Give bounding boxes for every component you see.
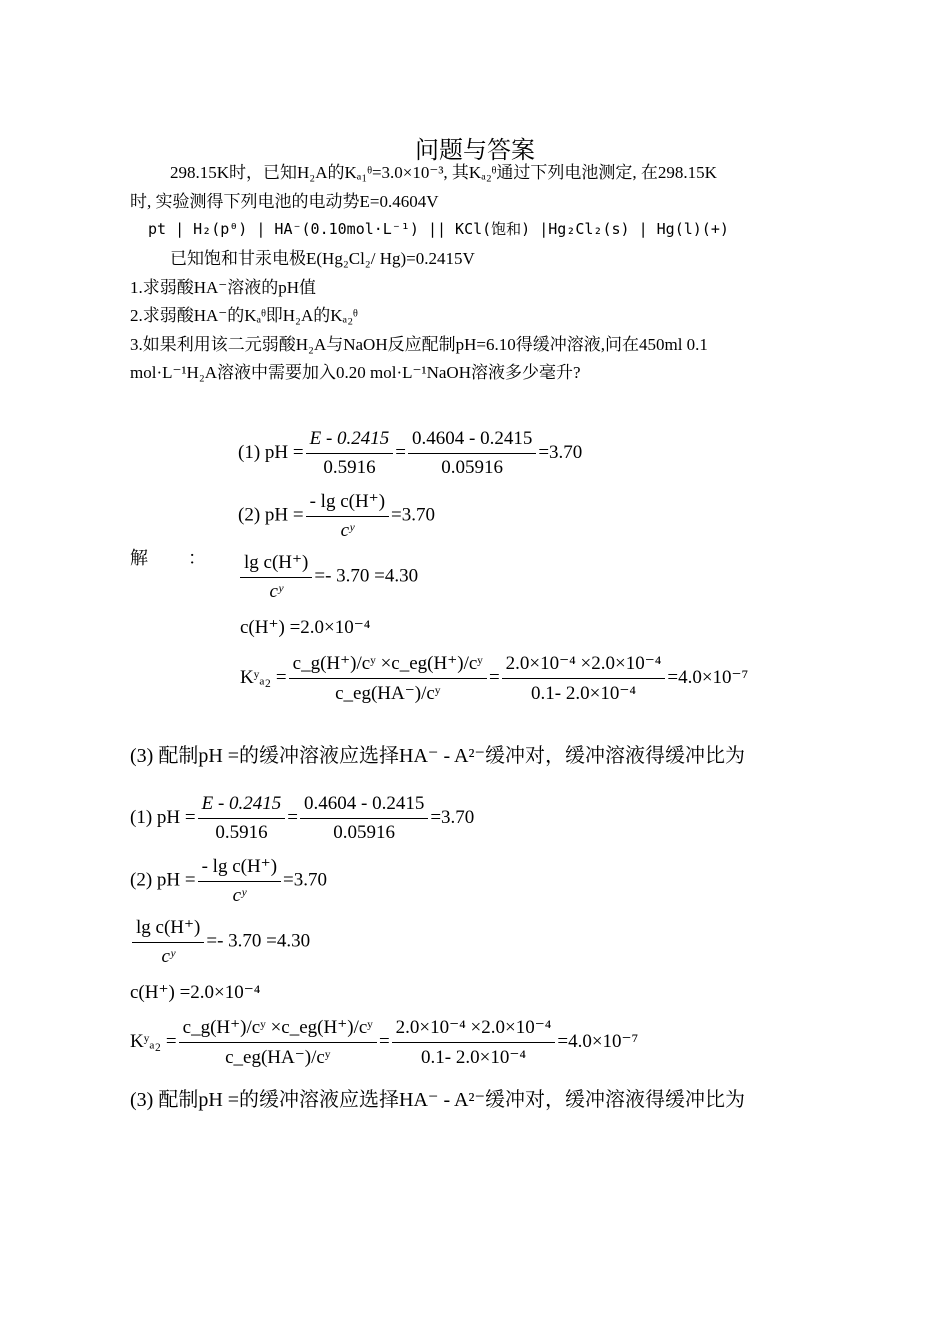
intro-line-1: 298.15K时，已知H₂A的Kₐ₁ᶿ=3.0×10⁻³, 其Kₐ₂ᶿ通过下列电池测定, 在298.15K [170, 163, 717, 182]
electrode-potential: 已知饱和甘汞电极E(Hg₂Cl₂/ Hg)=0.2415V [170, 249, 475, 268]
solution-repeat-step-3: $\frac{\text{lg c(H⁺)}}{\text{cʸ}}$ =- 3.70 =4.30 [130, 916, 310, 968]
question-3-line-2: mol·L⁻¹H₂A溶液中需要加入0.20 mol·L⁻¹NaOH溶液多少毫升? [130, 363, 581, 382]
solution-step-3: $\frac{\text{lg c(H⁺)}}{\text{cʸ}}$ =- 3.70 =4.30 [238, 551, 418, 603]
solution-step-2: (2) pH = $\frac{\text{- lg c(H⁺)}}{\text{cʸ}}$ =3.70 [238, 491, 436, 541]
solution-step-4: c(H⁺) =2.0×10⁻⁴ [240, 617, 371, 638]
solution-repeat-step-2: (2) pH = $\frac{\text{- lg c(H⁺)}}{\text{cʸ}}$ =3.70 [130, 856, 328, 906]
solution-repeat-step-1: (1) pH = $\frac{E - 0.2415}{0.5916}$ = $\frac{0.4604 - 0.2415}{0.05916}$ =3.70 [130, 793, 475, 843]
solution-step-6: (3) 配制pH =的缓冲溶液应选择HA⁻ - A²⁻缓冲对，缓冲溶液得缓冲比为 [130, 745, 746, 767]
answer-label: 解 ： [130, 548, 206, 568]
intro-line-2: 时, 实验测得下列电池的电动势E=0.4604V [130, 192, 439, 211]
solution-step-1: (1) pH = $\frac{E - 0.2415}{0.5916}$ = $\frac{0.4604 - 0.2415}{0.05916}$ =3.70 [238, 428, 583, 478]
question-1: 1.求弱酸HA⁻溶液的pH值 [130, 278, 317, 297]
page-title: 问题与答案 [415, 138, 535, 164]
solution-step-5: Kʸₐ₂ = $\frac{\text{c\_g(H⁺)/cʸ ×c\_eg(H⁺)/cʸ}}{\text{c\_eg(HA⁻)/cʸ}}$ = $\frac{\text{2.0×10⁻⁴ ×2.0×10⁻⁴}}{\text{0.1- 2.0×10⁻⁴}}$ =4.0×10⁻⁷ [240, 653, 749, 704]
question-2: 2.求弱酸HA⁻的Kₐᶿ即H₂A的Kₐ₂ᶿ [130, 306, 358, 325]
solution-repeat-step-6: (3) 配制pH =的缓冲溶液应选择HA⁻ - A²⁻缓冲对，缓冲溶液得缓冲比为 [130, 1089, 746, 1111]
cell-notation: pt | H₂(pᶿ) | HA⁻(0.10mol·L⁻¹) || KCl(饱和) |Hg₂Cl₂(s) | Hg(l)(+) [148, 220, 729, 238]
solution-repeat-step-4: c(H⁺) =2.0×10⁻⁴ [130, 982, 261, 1003]
question-3-line-1: 3.如果利用该二元弱酸H₂A与NaOH反应配制pH=6.10得缓冲溶液,问在450ml 0.1 [130, 335, 708, 354]
solution-repeat-step-5: Kʸₐ₂ = $\frac{\text{c\_g(H⁺)/cʸ ×c\_eg(H⁺)/cʸ}}{\text{c\_eg(HA⁻)/cʸ}}$ = $\frac{\text{2.0×10⁻⁴ ×2.0×10⁻⁴}}{\text{0.1- 2.0×10⁻⁴}}$ =4.0×10⁻⁷ [130, 1017, 639, 1068]
